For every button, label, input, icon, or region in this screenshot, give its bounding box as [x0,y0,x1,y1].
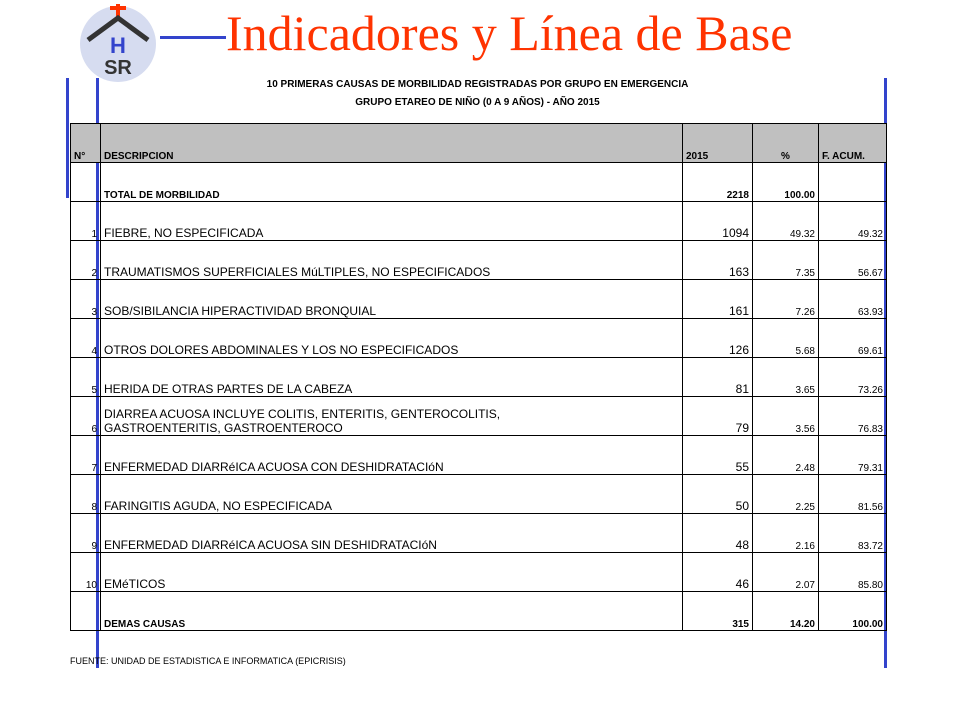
row-description: FARINGITIS AGUDA, NO ESPECIFICADA [101,475,683,514]
header-year: 2015 [683,124,753,163]
row-cumulative: 85.80 [819,553,887,592]
row-percent: 7.35 [753,241,819,280]
row-cumulative: 79.31 [819,436,887,475]
row-percent: 3.56 [753,397,819,436]
row-cumulative: 83.72 [819,514,887,553]
table-row [71,514,887,553]
others-percent: 14.20 [753,592,819,631]
row-number: 3 [71,280,101,319]
row-value: 1094 [683,202,753,241]
others-value: 315 [683,592,753,631]
row-cumulative: 56.67 [819,241,887,280]
row-number: 5 [71,358,101,397]
row-cumulative: 73.26 [819,358,887,397]
table-row [71,397,887,436]
table-header-row [71,124,887,163]
row-number: 7 [71,436,101,475]
row-number: 9 [71,514,101,553]
header-description: DESCRIPCION [101,124,683,163]
total-row [71,163,887,202]
row-value: 161 [683,280,753,319]
row-number: 1 [71,202,101,241]
table-row [71,280,887,319]
total-cumulative [819,163,887,202]
row-number: 6 [71,397,101,436]
row-percent: 2.48 [753,436,819,475]
table-heading-line1: 10 PRIMERAS CAUSAS DE MORBILIDAD REGISTRADAS POR GRUPO EN EMERGENCIA [266,79,689,90]
row-cumulative: 76.83 [819,397,887,436]
row-value: 79 [683,397,753,436]
total-value: 2218 [683,163,753,202]
others-label: DEMAS CAUSAS [101,592,683,631]
row-value: 163 [683,241,753,280]
hospital-logo [78,4,158,84]
others-no [71,592,101,631]
row-description: EMéTICOS [101,553,683,592]
row-value: 48 [683,514,753,553]
row-number: 2 [71,241,101,280]
row-number: 8 [71,475,101,514]
total-percent: 100.00 [753,163,819,202]
total-no [71,163,101,202]
table-row [71,241,887,280]
row-percent: 3.65 [753,358,819,397]
row-description: ENFERMEDAD DIARRéICA ACUOSA SIN DESHIDRATACIóN [101,514,683,553]
header-percent: % [753,124,819,163]
row-description: TRAUMATISMOS SUPERFICIALES MúLTIPLES, NO ESPECIFICADOS [101,241,683,280]
svg-text:H: H [110,33,126,58]
table-row [71,436,887,475]
slide-title: Indicadores y Línea de Base [226,5,793,61]
row-value: 81 [683,358,753,397]
row-description: ENFERMEDAD DIARRéICA ACUOSA CON DESHIDRATACIóN [101,436,683,475]
row-percent: 7.26 [753,280,819,319]
row-value: 126 [683,319,753,358]
others-row [71,592,887,631]
row-description: SOB/SIBILANCIA HIPERACTIVIDAD BRONQUIAL [101,280,683,319]
row-cumulative: 81.56 [819,475,887,514]
row-description: DIARREA ACUOSA INCLUYE COLITIS, ENTERITIS, GENTEROCOLITIS, GASTROENTERITIS, GASTROENTEROCO [101,397,683,436]
table-row [71,319,887,358]
row-description: FIEBRE, NO ESPECIFICADA [101,202,683,241]
row-percent: 2.25 [753,475,819,514]
row-cumulative: 69.61 [819,319,887,358]
row-description: OTROS DOLORES ABDOMINALES Y LOS NO ESPECIFICADOS [101,319,683,358]
row-percent: 2.16 [753,514,819,553]
row-percent: 2.07 [753,553,819,592]
row-value: 50 [683,475,753,514]
header-no: N° [71,124,101,163]
svg-text:SR: SR [104,57,132,79]
table-row [71,358,887,397]
row-cumulative: 49.32 [819,202,887,241]
source-note: FUENTE: UNIDAD DE ESTADISTICA E INFORMATICA (EPICRISIS) [70,656,346,666]
row-value: 55 [683,436,753,475]
others-cumulative: 100.00 [819,592,887,631]
table-heading-line2: GRUPO ETAREO DE NIÑO (0 A 9 AÑOS) - AÑO 2015 [355,97,600,108]
row-number: 10 [71,553,101,592]
decorative-line-left-outer [66,78,69,198]
row-cumulative: 63.93 [819,280,887,319]
decorative-line-top [160,36,226,39]
morbidity-table [70,123,887,631]
table-row [71,475,887,514]
row-percent: 5.68 [753,319,819,358]
table-row [71,553,887,592]
row-percent: 49.32 [753,202,819,241]
row-description: HERIDA DE OTRAS PARTES DE LA CABEZA [101,358,683,397]
row-number: 4 [71,319,101,358]
header-cumulative: F. ACUM. [819,124,887,163]
row-value: 46 [683,553,753,592]
table-row [71,202,887,241]
total-label: TOTAL DE MORBILIDAD [101,163,683,202]
